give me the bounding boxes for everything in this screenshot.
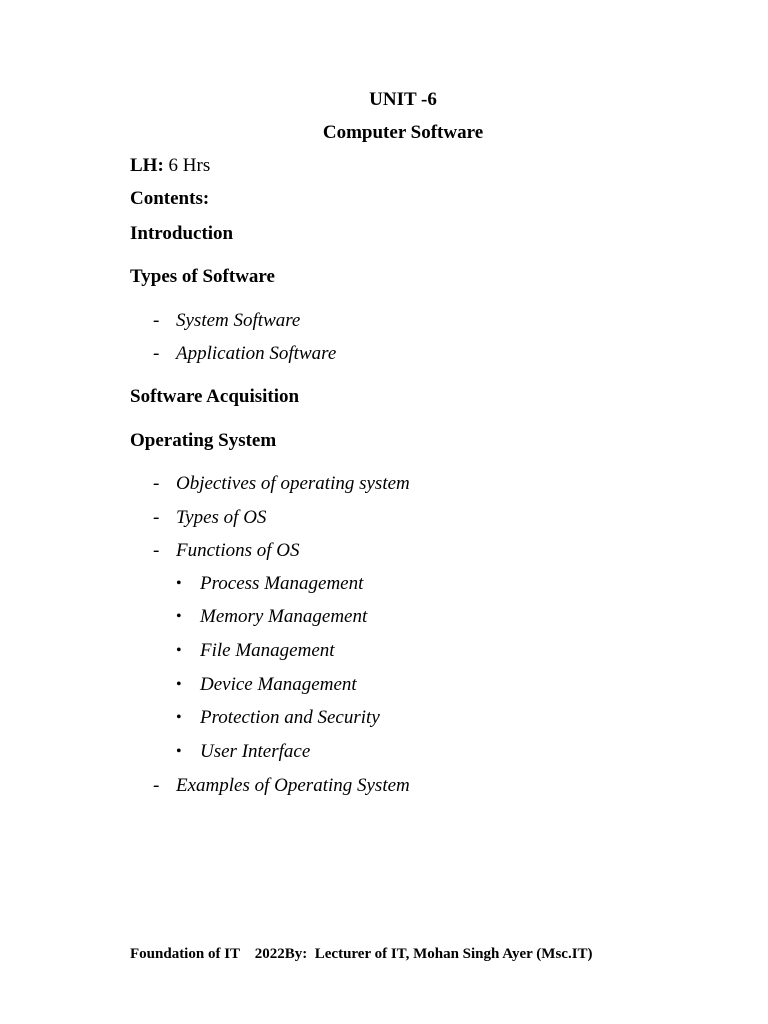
contents-label: Contents: [130, 188, 210, 209]
dash-marker: - [153, 540, 160, 561]
unit-heading: UNIT -6 [369, 89, 437, 110]
list-item-application-software: Application Software [176, 343, 337, 364]
bullet-marker: • [176, 575, 182, 592]
list-item-examples-of-os: Examples of Operating System [176, 775, 410, 796]
sub-item-device-management: Device Management [200, 674, 357, 695]
section-software-acquisition: Software Acquisition [130, 386, 300, 407]
sub-item-user-interface: User Interface [200, 741, 311, 762]
list-item-functions-of-os: Functions of OS [176, 540, 300, 561]
section-introduction: Introduction [130, 223, 234, 244]
section-types-of-software: Types of Software [130, 266, 275, 287]
sub-item-memory-management: Memory Management [200, 606, 368, 627]
lecture-hours-label: LH: [130, 155, 164, 176]
dash-marker: - [153, 507, 160, 528]
list-item-types-of-os: Types of OS [176, 507, 267, 528]
dash-marker: - [153, 343, 160, 364]
sub-item-process-management: Process Management [200, 573, 364, 594]
dash-marker: - [153, 310, 160, 331]
bullet-marker: • [176, 642, 182, 659]
bullet-marker: • [176, 709, 182, 726]
sub-item-protection-and-security: Protection and Security [200, 707, 380, 728]
page-footer: Foundation of IT 2022By: Lecturer of IT, Mohan Singh Ayer (Msc.IT) [130, 946, 593, 962]
sub-item-file-management: File Management [200, 640, 335, 661]
dash-marker: - [153, 473, 160, 494]
lecture-hours-value: 6 Hrs [168, 155, 211, 176]
section-operating-system: Operating System [130, 430, 277, 451]
bullet-marker: • [176, 676, 182, 693]
list-item-objectives-of-os: Objectives of operating system [176, 473, 410, 494]
lecture-hours [130, 155, 210, 177]
list-item-system-software: System Software [176, 310, 301, 331]
bullet-marker: • [176, 743, 182, 760]
page-title: Computer Software [322, 122, 484, 143]
bullet-marker: • [176, 608, 182, 625]
dash-marker: - [153, 775, 160, 796]
